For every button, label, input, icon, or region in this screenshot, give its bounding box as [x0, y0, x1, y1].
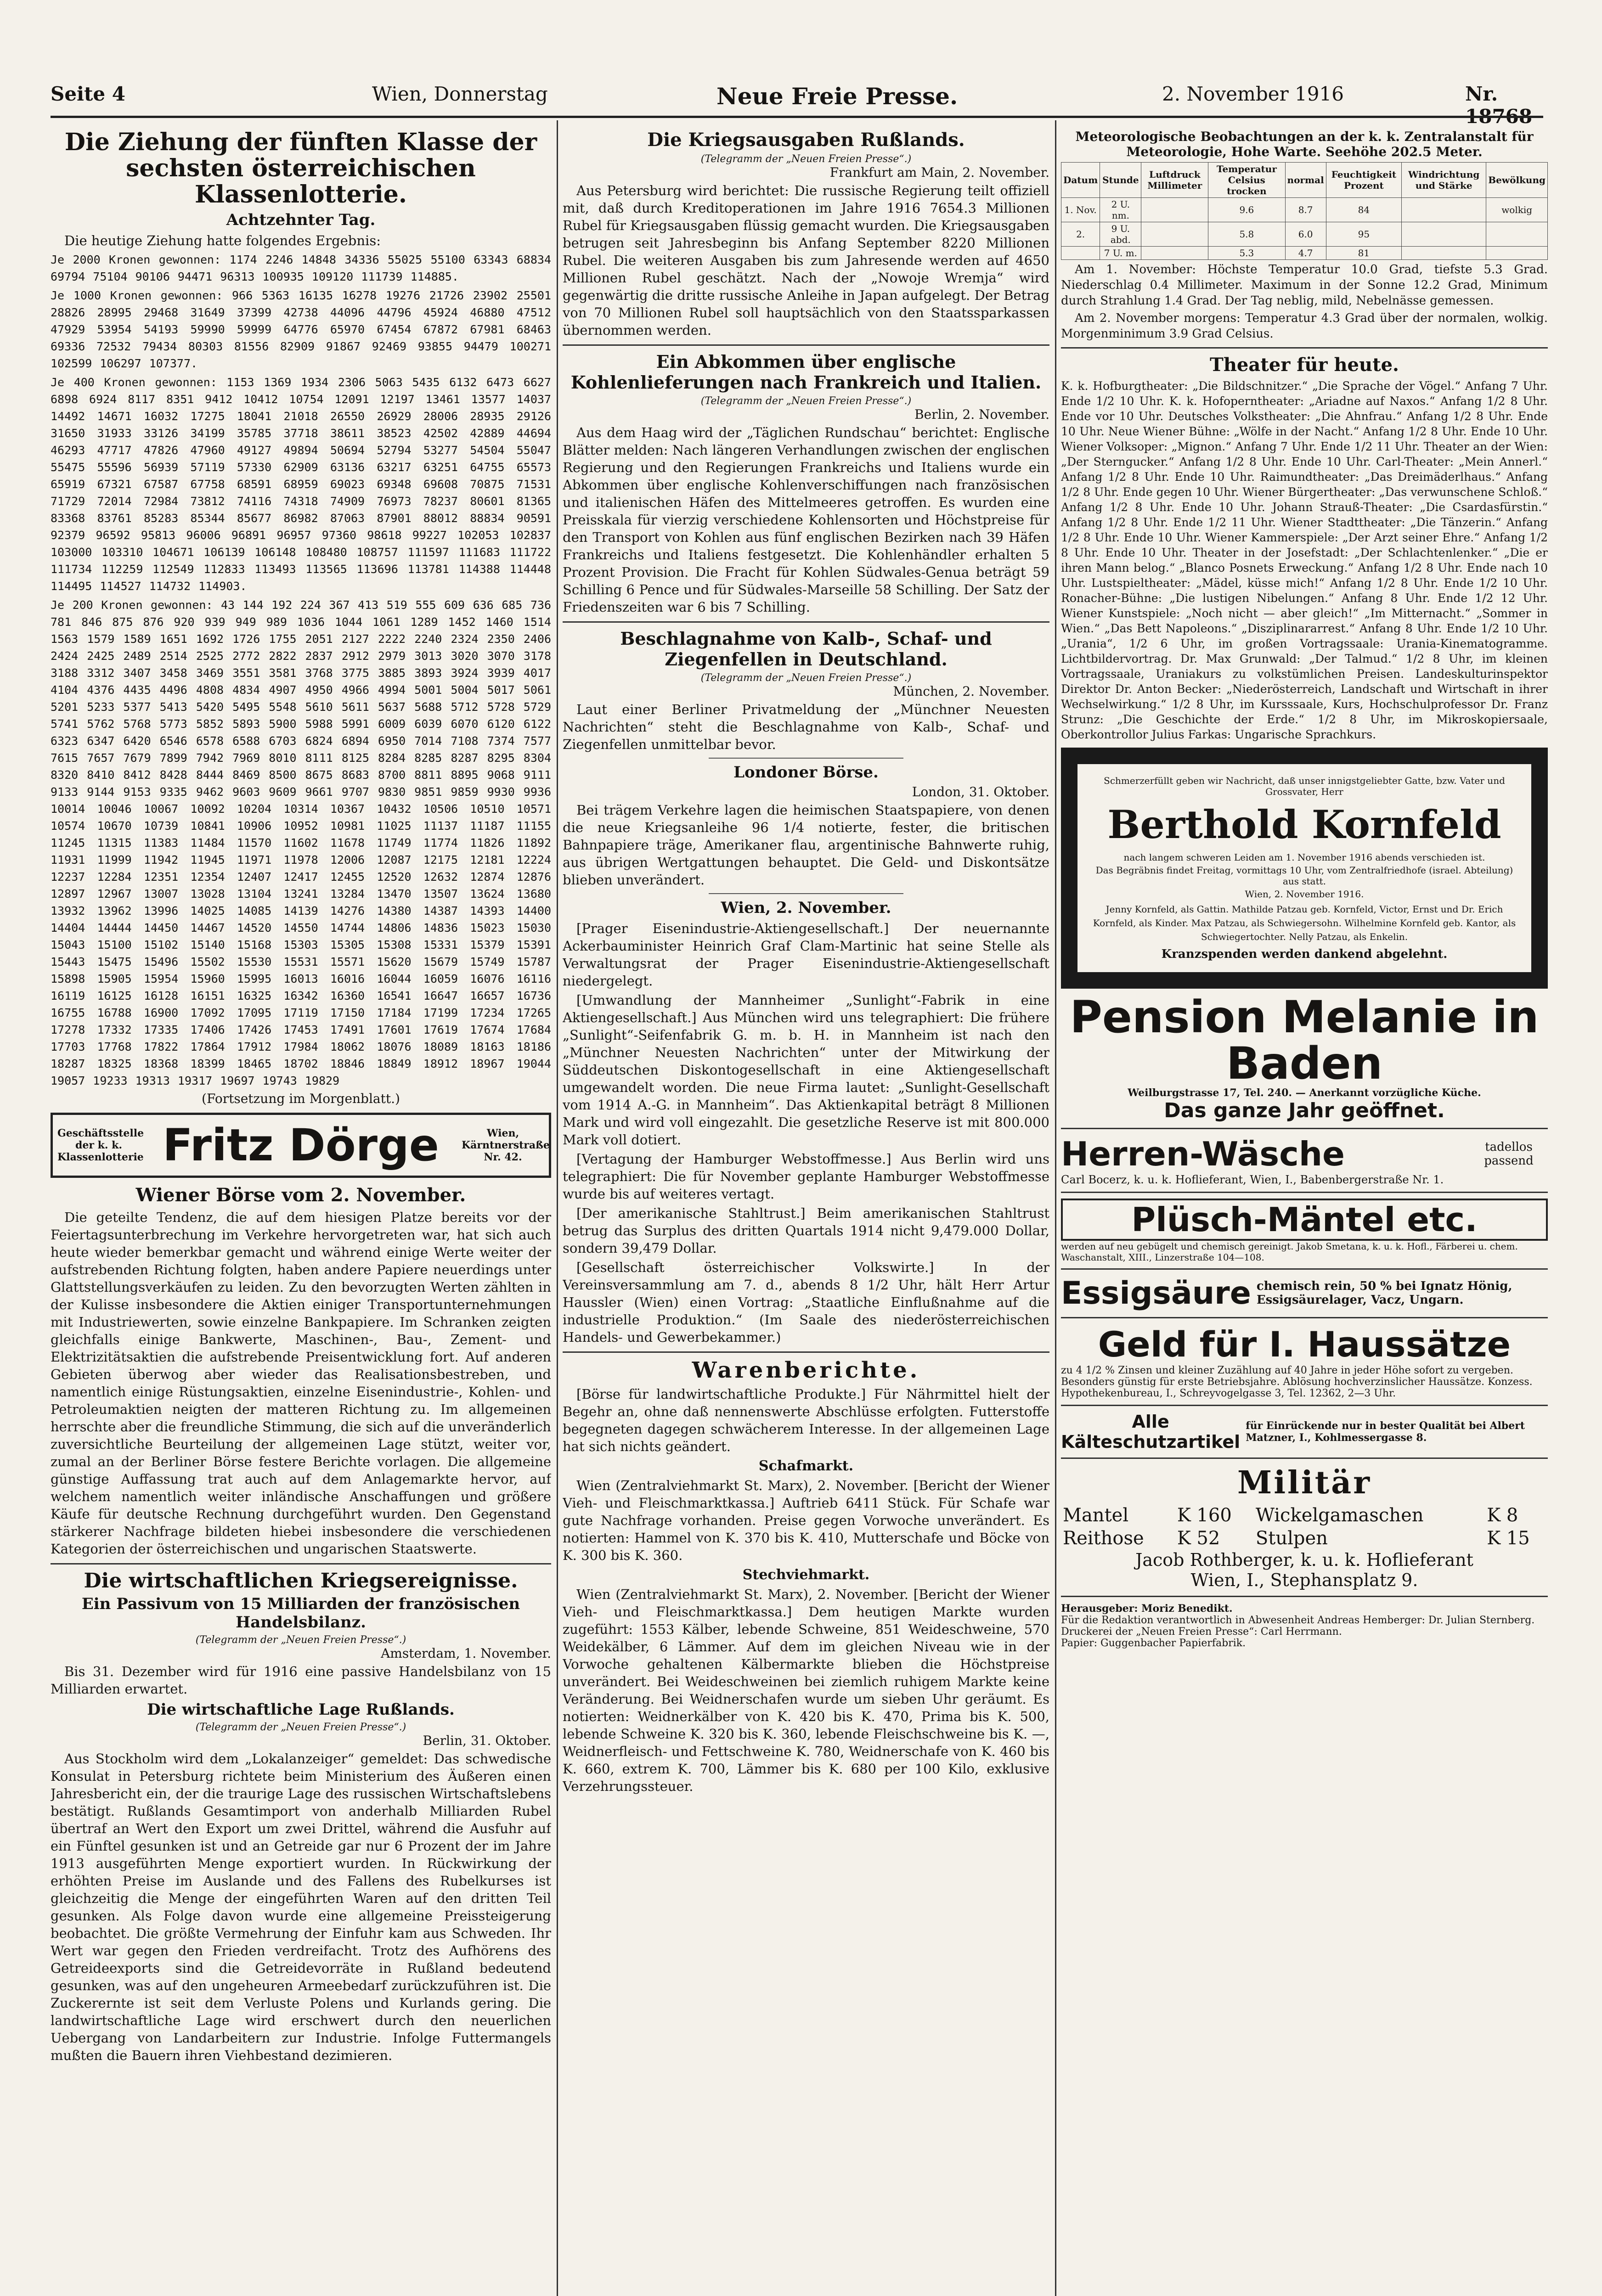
obituary-text1: nach langem schweren Leiden am 1. November 1916 abends verschieden ist.	[1123, 852, 1485, 863]
dateline-amsterdam: Amsterdam, 1. November.	[381, 1645, 551, 1661]
stechviehmarkt-text: Wien (Zentralviehmarkt St. Marx), 2. November. [Bericht der Wiener Vieh- und Fleischmarktkassa.] Dem heutigen Markte wurden zugeführt: 1553 Kälber, lebende Schweine, 851 Weideschweine, 570 Weidekälber, 6 Lämmer. Auf dem im gleichen Niveau wie in der Vorwoche gehaltenen Kälbermarkte blieben die Höchstpreise unverändert. Bei Weideschweinen bei ziemlich ruhigem Markte keine Veränderung. Bei Weidnerschafen wurde um sieben Uhr geräumt. Es notierten: Weidnerkälber von K. 420 bis K. 470, Prima bis K. 500, lebende Schweine K. 320 bis K. 360, lebende Fleischschweine bis K. —, Weidnerfleisch- und Fettschweine K. 780, Weidnerschafe von K. 460 bis K. 660, extrem K. 700, Lämmer bis K. 680 per 100 Kilo, exklusive Verzehrungssteuer.	[563, 1586, 1049, 1794]
mil-price: K 8	[1487, 1504, 1518, 1526]
meteo-text2: Am 2. November morgens: Temperatur 4.3 Grad über der normalen, wolkig. Morgenminimum 3.9 Grad Celsius.	[1061, 311, 1548, 341]
meteo-column-header: Feuchtigkeit Prozent	[1326, 163, 1401, 198]
column-2	[563, 126, 1049, 2296]
meteo-cell: wolkig	[1486, 198, 1548, 222]
ad-herren-title: Herren-Wäsche	[1061, 1134, 1345, 1173]
theater-title: Theater für heute.	[1210, 354, 1399, 376]
obituary-intro: Schmerzerfüllt geben wir Nachricht, daß unser innigstgeliebter Gatte, bzw. Vater und Grossvater, Herr	[1104, 775, 1505, 797]
ad-kaelte-text: für Einrückende nur in bester Qualität bei Albert Matzner, I., Kohlmessergasse 8.	[1246, 1419, 1525, 1444]
lottery-subtitle: Achtzehnter Tag.	[226, 210, 376, 229]
ad-militaer-addr: Wien, I., Stephansplatz 9.	[1190, 1570, 1418, 1590]
telegram-note: (Telegramm der „Neuen Freien Presse“.)	[195, 1634, 406, 1646]
boerse-wien-text: Die geteilte Tendenz, die auf dem hiesigen Platze bereits vor der Feiertagsunterbrechung im Verkehre hervorgetreten war, hat sich auch heute wieder bemerkbar gemacht und während einige Werte weiter der aufstrebenden Richtung folgten, haben andere Papiere neuerdings unter Glattstellungsverkäufen zu leiden. Zu den bevorzugten Werten zählten in der Kulisse insbesondere die Aktien einiger Transportunternehmungen mit Industriewerten, sowie einzelne Bankpapiere. Im Schranken zeigten gleichfalls einige Bankwerte, Maschinen-, Bau-, Zement- und Elektrizitätsaktien die aufstrebende Preisentwicklung fort. Auf anderen Gebieten überwog aber wieder das Realisationsbestreben, und namentlich einige Rüstungsaktien, einzelne Eisenindustrie-, Kohlen- und Petroleumaktien neigten der matteren Richtung zu. Im allgemeinen herrschte aber die freundliche Stimmung, die sich auf die unveränderlich zuversichtliche Beurteilung der allgemeinen Lage stützt, weiter vor, zumal an der Berliner Börse festere Berichte vorlagen. Die allgemeine günstige Auffassung trat auch auf dem Anlagemarkte hervor, auf welchem namentlich weiter inländische Anschaffungen und größere Käufe für deutsche Rechnung durchgeführt wurden. Den Gegenstand stärkerer Nachfrage bildeten hiebei insbesondere die verschiedenen Kategorien der österreichischen und ungarischen Staatswerte.	[51, 1209, 551, 1557]
column-rule-1	[557, 120, 558, 2296]
meteo-cell: 5.8	[1208, 222, 1285, 247]
telegram-note: (Telegramm der „Neuen Freien Presse“.)	[700, 395, 912, 407]
ad-essig-side: chemisch rein, 50 % bei Ignatz Hönig, Essigsäurelager, Vacz, Ungarn.	[1256, 1279, 1512, 1307]
meteo-cell	[1141, 222, 1208, 247]
lottery-continuation: (Fortsetzung im Morgenblatt.)	[202, 1091, 400, 1106]
meteo-column-header: Datum	[1061, 163, 1100, 198]
meteo-column-header: normal	[1285, 163, 1326, 198]
mil-row	[1061, 1504, 1548, 1527]
wien-text2: [Umwandlung der Mannheimer „Sunlight“-Fabrik in eine Aktiengesellschaft.] Aus München wird uns telegraphiert: Die frühere „Sunlight“-Seifenfabrik G. m. b. H. in Mannheim ist nach den „Münchner Neuesten Nachrichten“ unter der Mitwirkung der Süddeutschen Diskontogesellschaft in eine Aktiengesellschaft umgewandelt worden. Die neue Firma lautet: „Sunlight-Gesellschaft vom 1914 A.-G. in Mannheim“. Das Aktienkapital beträgt 8 Millionen Mark und wird voll eingezahlt. Die gesetzliche Reserve ist mit 800.000 Mark voll dotiert.	[563, 992, 1049, 1148]
meteo-column-header: Temperatur Celsius trocken	[1208, 163, 1285, 198]
masthead: Neue Freie Presse.	[716, 83, 958, 110]
divider	[1061, 1458, 1548, 1459]
meteo-cell: 8.7	[1285, 198, 1326, 222]
mil-item: Wickelgamaschen	[1255, 1504, 1424, 1526]
meteo-cell	[1486, 247, 1548, 260]
divider	[1061, 1317, 1548, 1318]
ad-doerge-name: Fritz Dörge	[163, 1119, 439, 1171]
obituary-name: Berthold Kornfeld	[1107, 802, 1501, 847]
schafmarkt-title: Schafmarkt.	[758, 1458, 854, 1474]
kohlen-text: Aus dem Haag wird der „Täglichen Rundschau“ berichtet: Englische Blätter melden: Nach längeren Verhandlungen zwischen der englischen Regierung und den Regierungen Frankreichs und Italiens wurde ein Abkommen über englische Kohlenverschiffungen nach französischen und italienischen Häfen des Mittelmeeres getroffen. Es wurden eine Preisskala für vierzig verschiedene Kohlensorten und Höchstpreise für den Transport von Kohlen aus fünf englischen Bezirken nach 39 Häfen Frankreichs und Italiens festgesetzt. Die Kohlenhändler erhalten 5 Prozent Provision. Die Fracht für Kohlen Südwales-Genua beträgt 59 Schilling 6 Pence und für Südwales-Marseille 58 Schilling. Der Satz der Friedenszeiten war 6 bis 7 Schilling.	[563, 425, 1049, 615]
kriegsereignisse-sub2: Die wirtschaftliche Lage Rußlands.	[147, 1700, 455, 1719]
column-3	[1061, 126, 1548, 2296]
impressum-editor: Für die Redaktion verantwortlich in Abwesenheit Andreas Hemberger: Dr. Julian Sternberg.	[1061, 1614, 1535, 1626]
lottery-prize-2000: Je 2000 Kronen gewonnen: 1174 2246 14848 34336 55025 55100 63343 68834 69794 75104 90106 94471 96313 100935 109120 111739 114885.	[51, 253, 551, 283]
ad-militaer-table	[1061, 1504, 1548, 1550]
wien-text3: [Vertagung der Hamburger Webstoffmesse.] Aus Berlin wird uns telegraphiert: Die für November geplante Hamburger Webstoffmesse wurde bis auf weiteres vertagt.	[563, 1151, 1049, 1202]
ad-pension-sub: Weilburgstrasse 17, Tel. 240. — Anerkannt vorzügliche Küche.	[1128, 1086, 1481, 1099]
meteo-cell: 5.3	[1208, 247, 1285, 260]
divider	[563, 344, 1049, 346]
boerse-wien-title: Wiener Börse vom 2. November.	[135, 1184, 466, 1206]
kohlen-title: Ein Abkommen über englische Kohlenlieferungen nach Frankreich und Italien.	[570, 351, 1042, 393]
impressum-paper: Papier: Guggenbacher Papierfabrik.	[1061, 1637, 1246, 1649]
ad-herren-side: tadellos passend	[1484, 1140, 1534, 1168]
ad-geld-text: zu 4 1/2 % Zinsen und kleiner Zuzählung auf 40 Jahre in jeder Höhe sofort zu vergeben. Besonders günstig für erste Betriebsjahre. Ablösung hochverzinslicher Haussätze. Konzess. Hypothekenbureau, I., Schreyvogelgasse 3, Tel. 12362, 2—3 Uhr.	[1061, 1364, 1533, 1399]
meteo-row	[1061, 222, 1548, 247]
meteo-cell: 6.0	[1285, 222, 1326, 247]
impressum-printer: Druckerei der „Neuen Freien Presse“: Carl Herrmann.	[1061, 1626, 1342, 1638]
ad-doerge-left: Geschäftsstelle der k. k. Klassenlotterie	[57, 1127, 144, 1163]
lottery-intro: Die heutige Ziehung hatte folgendes Ergebnis:	[64, 232, 381, 248]
lottery-title: Die Ziehung der fünften Klasse der sechsten österreichischen Klassenlotterie.	[64, 128, 537, 209]
obituary-footer: Kranzspenden werden dankend abgelehnt.	[1161, 947, 1448, 961]
warenberichte-title: Warenberichte.	[692, 1357, 920, 1383]
meteo-cell: 81	[1326, 247, 1401, 260]
ad-doerge-right: Wien, Kärntnerstraße Nr. 42.	[462, 1127, 550, 1163]
obituary-text3: Wien, 2. November 1916.	[1245, 889, 1364, 900]
meteo-row	[1061, 247, 1548, 260]
ad-pluesch-text: werden auf neu gebügelt und chemisch gereinigt. Jakob Smetana, k. u. k. Hofl., Färberei u. chem. Waschanstalt, XIII., Linzerstraße 104—108.	[1061, 1240, 1518, 1263]
mil-item: Stulpen	[1255, 1527, 1328, 1549]
dateline-frankfurt: Frankfurt am Main, 2. November.	[829, 165, 1049, 180]
beschlagnahme-text: Laut einer Berliner Privatmeldung der „Münchner Neuesten Nachrichten“ steht die Beschlagnahme von Kalb-, Schaf- und Ziegenfellen unmittelbar bevor.	[563, 702, 1049, 752]
divider	[1061, 1596, 1548, 1597]
meteo-header-row	[1061, 163, 1548, 198]
mil-price: K 52	[1177, 1527, 1220, 1549]
divider	[1061, 1268, 1548, 1270]
wien-title: Wien, 2. November.	[721, 899, 891, 917]
dateline-london: London, 31. Oktober.	[912, 784, 1049, 799]
meteo-cell: 2.	[1061, 222, 1100, 247]
divider	[709, 893, 903, 894]
ad-herren-text: Carl Bocerz, k. u. k. Hoflieferant, Wien, I., Babenbergerstraße Nr. 1.	[1061, 1173, 1444, 1186]
mil-row	[1061, 1527, 1548, 1550]
meteo-row	[1061, 198, 1548, 222]
warenberichte-text1: [Börse für landwirtschaftliche Produkte.] Für Nährmittel hielt der Begehr an, ohne daß nennenswerte Abschlüsse erfolgten. Futterstoffe begegneten dagegen schwächerem Interesse. In der allgemeinen Lage hat sich nichts geändert.	[563, 1386, 1049, 1454]
meteo-cell	[1061, 247, 1100, 260]
meteo-column-header: Luftdruck Millimeter	[1141, 163, 1208, 198]
meteo-cell: 9.6	[1208, 198, 1285, 222]
meteo-cell	[1402, 222, 1486, 247]
issue-date: 2. November 1916	[1162, 83, 1344, 105]
dateline-muenchen: München, 2. November.	[893, 684, 1049, 699]
wien-text1: [Prager Eisenindustrie-Aktiengesellschaft.] Der neuernannte Ackerbauminister Heinrich Graf Clam-Martinic hat seine Stelle als Verwaltungsrat der Prager Eisenindustrie-Aktiengesellschaft niedergelegt.	[563, 921, 1049, 989]
ad-fritz-doerge	[51, 1113, 551, 1178]
meteo-cell	[1141, 247, 1208, 260]
obituary-mourners: Jenny Kornfeld, als Gattin. Mathilde Patzau geb. Kornfeld, Victor, Ernst und Dr. Erich Kornfeld, als Kinder. Max Patzau, als Schwiegersohn. Wilhelmine Kornfeld geb. Kantor, als Schwiegertochter. Nelly Patzau, als Enkelin.	[1093, 904, 1516, 942]
ad-kaelte-title: Alle Kälteschutzartikel	[1061, 1411, 1241, 1452]
londoner-title: Londoner Börse.	[733, 763, 879, 782]
meteo-column-header: Windrichtung und Stärke	[1402, 163, 1486, 198]
mil-item: Mantel	[1063, 1504, 1129, 1526]
telegram-note: (Telegramm der „Neuen Freien Presse“.)	[700, 672, 912, 684]
kriegsausgaben-text: Aus Petersburg wird berichtet: Die russische Regierung teilt offiziell mit, daß durch Kreditoperationen im Jahre 1916 7654.3 Millionen Rubel für Kriegsausgaben flüssig gemacht wurden. Die Kriegsausgaben betrugen seit Jahresbeginn bis Anfang September 8220 Millionen Rubel. Die weiteren Ausgaben bis zum Jahresende werden auf 4650 Millionen Rubel geschätzt. Nach der „Nowoje Wremja“ wird gegenwärtig die dritte russische Anleihe in Japan aufgelegt. Der Betrag von 70 Millionen Rubel soll hauptsächlich von den Staatssparkassen übernommen werden.	[563, 183, 1049, 338]
ad-essigsaeure	[1061, 1275, 1548, 1311]
ad-pension-sub2: Das ganze Jahr geöffnet.	[1164, 1098, 1445, 1122]
meteo-cell: 1. Nov.	[1061, 198, 1100, 222]
ad-militaer-firm: Jacob Rothberger, k. u. k. Hoflieferant	[1135, 1549, 1473, 1570]
divider	[709, 758, 903, 759]
londoner-text: Bei trägem Verkehre lagen die heimischen Staatspapiere, von denen die neue Kriegsanleihe 96 1/4 notierte, fester, die britischen Bahnpapiere träge, Amerikaner flau, argentinische Bahnwerte ruhig, aus übrigen Wertgattungen behauptet. Die Geld- und Diskontsätze blieben unverändert.	[563, 802, 1049, 888]
issue-number: Nr. 18768	[1465, 83, 1533, 128]
theater-listing: K. k. Hofburgtheater: „Die Bildschnitzer.“ „Die Sprache der Vögel.“ Anfang 7 Uhr. Ende 1/2 10 Uhr. K. k. Hofoperntheater: „Ariadne auf Naxos.“ Anfang 1/2 8 Uhr. Ende vor 10 Uhr. Deutsches Volkstheater: „Die Ahnfrau.“ Anfang 1/2 8 Uhr. Ende 10 Uhr. Neue Wiener Bühne: „Wölfe in der Nacht.“ Anfang 1/2 8 Uhr. Ende 10 Uhr. Wiener Volksoper: „Mignon.“ Anfang 7 Uhr. Ende 1/2 11 Uhr. Theater an der Wien: „Der Sterngucker.“ Anfang 1/2 8 Uhr. Ende 10 Uhr. Carl-Theater: „Mein Annerl.“ Anfang 1/2 8 Uhr. Ende 10 Uhr. Raimundtheater: „Das Dreimäderlhaus.“ Anfang 1/2 8 Uhr. Ende gegen 10 Uhr. Wiener Bürgertheater: „Das verwunschene Schloß.“ Anfang 1/2 8 Uhr. Ende 10 Uhr. Johann Strauß-Theater: „Die Csardasfürstin.“ Anfang 1/2 8 Uhr. Ende 1/2 11 Uhr. Wiener Stadttheater: „Die Tänzerin.“ Anfang 1/2 8 Uhr. Ende 10 Uhr. Wiener Kammerspiele: „Der Arzt seiner Ehre.“ Anfang 1/2 8 Uhr. Ende 10 Uhr. Theater in der Josefstadt: „Der Schlachtenlenker.“ „Die er ihren Mann belog.“ „Blanco Posnets Erweckung.“ Anfang 1/2 8 Uhr. Ende nach 10 Uhr. Lustspieltheater: „Mädel, küsse mich!“ Anfang 1/2 8 Uhr. Ende 1/2 10 Uhr. Ronacher-Bühne: „Die lustigen Nibelungen.“ Anfang 8 Uhr. Ende 1/2 12 Uhr. Wiener Kunstspiele: „Noch nicht — aber gleich!“ „Im Mitternacht.“ „Sommer in Wien.“ „Das Bett Napoleons.“ „Disziplinararrest.“ Anfang 8 Uhr. Ende 1/2 10 Uhr. „Urania“, 1/2 6 Uhr, im großen Vortragssaale: Urania-Kinematogramme. Lichtbildervortrag. Dr. Max Grunwald: „Der Talmud.“ 1/2 8 Uhr, im kleinen Vortragssaale, Uraniakurs zu volkstümlichen Preisen. Landeskulturinspektor Direktor Dr. Anton Becker: „Niederösterreich, Landschaft und Wirtschaft in ihrer Wechselwirkung.“ 1/2 8 Uhr, im Kursssaale, Kurs, Hochschulprofessor Dr. Franz Strunz: „Die Geschichte der Erde.“ 1/2 8 Uhr, im Mikroskopiersaale, Oberkontrollor Julius Farkas: Ungarische Sprachkurs.	[1061, 379, 1548, 741]
mil-price: K 160	[1177, 1504, 1232, 1526]
meteo-cell: 2 U. nm.	[1100, 198, 1141, 222]
obituary-notice	[1061, 748, 1548, 989]
divider	[563, 621, 1049, 623]
lottery-prize-400: Je 400 Kronen gewonnen: 1153 1369 1934 2306 5063 5435 6132 6473 6627 6898 6924 8117 8351 9412 10412 10754 12091 12197 13461 13577 14037 14492 14671 16032 17275 18041 21018 26550 26929 28006 28935 29126 31650 31933 33126 34199 35785 37718 38611 38523 42502 42889 44694 46293 47717 47826 47960 49127 49894 50694 52794 53277 54504 55047 55475 55596 56939 57119 57330 62909 63136 63217 63251 64755 65573 65919 67321 67587 67758 68591 68959 69023 69348 69608 70875 71531 71729 72014 72984 73812 74116 74318 74909 76973 78237 80601 81365 83368 83761 85283 85344 85677 86982 87063 87901 88012 88834 90591 92379 96592 95813 96006 96891 96957 97360 98618 99227 102053 102837 103000 103310 104671 106139 106148 108480 108757 111597 111683 111722 111734 112259 112549 112833 113493 113565 113696 113781 114388 114448 114495 114527 114732 114903.	[51, 375, 551, 593]
kriegsereignisse-text1: Bis 31. Dezember wird für 1916 eine passive Handelsbilanz von 15 Milliarden erwartet.	[51, 1663, 551, 1697]
kriegsereignisse-text2: Aus Stockholm wird dem „Lokalanzeiger“ gemeldet: Das schwedische Konsulat in Petersburg richtete beim Ministerium des Äußeren einen Jahresbericht ein, der die traurige Lage des russischen Wirtschaftslebens bestätigt. Rußlands Gesamtimport von anderhalb Milliarden Rubel übertraf an Wert den Export um zwei Drittel, während die Ausfuhr auf ein Fünftel gesunken ist und an Getreide gar nur 6 Prozent der im Jahre 1913 ausgeführten Menge exportiert wurden. In Rückwirkung der erhöhten Preise im Auslande und des Fallens des Rubelkurses ist gleichzeitig die Menge der eingeführten Waren auf den dritten Teil gesunken. Als Folge davon wurde eine allgemeine Preissteigerung beobachtet. Die größte Vermehrung der Einfuhr kam aus Schweden. Ihr Wert war gegen den Frieden verdreifacht. Trotz des Aufhörens des Getreideexports sind die Getreidevorräte in Rußland bedeutend gesunken, was auf den ungeheuren Armeebedarf zurückzuführen ist. Die Zuckerernte ist seit dem Verluste Polens und Kurlands gering. Die landwirtschaftliche Lage wird erschwert durch den neuerlichen Uebergang von Landarbeitern zur Industrie. Infolge Futtermangels mußten die Bauern ihren Viehbestand dezimieren.	[51, 1750, 551, 2063]
divider	[1061, 1405, 1548, 1406]
meteo-cell: 7 U. m.	[1100, 247, 1141, 260]
divider	[1061, 347, 1548, 349]
divider	[1061, 1192, 1548, 1193]
meteo-cell	[1402, 247, 1486, 260]
beschlagnahme-title: Beschlagnahme von Kalb-, Schaf- und Ziegenfellen in Deutschland.	[620, 628, 992, 670]
meteo-text1: Am 1. November: Höchste Temperatur 10.0 Grad, tiefste 5.3 Grad. Niederschlag 0.4 Millimeter. Maximum in der Sonne 12.2 Grad, Minimum durch Strahlung 1.4 Grad. Der Tag neblig, mild, Nebelnässe gemessen.	[1061, 263, 1548, 308]
meteo-cell	[1141, 198, 1208, 222]
meteo-table	[1061, 162, 1548, 260]
mil-item: Reithose	[1063, 1527, 1144, 1549]
meteo-cell: 4.7	[1285, 247, 1326, 260]
page-header	[51, 83, 1543, 128]
obituary-text2: Das Begräbnis findet Freitag, vormittags 10 Uhr, vom Zentralfriedhofe (israel. Abteilung) aus statt.	[1095, 865, 1513, 887]
header-rule	[51, 116, 1543, 118]
ad-pluesch-maentel: Plüsch-Mäntel etc.	[1061, 1199, 1548, 1241]
dateline-berlin: Berlin, 2. November.	[914, 407, 1049, 422]
impressum-publisher: Herausgeber: Moriz Benedikt.	[1061, 1602, 1233, 1615]
dateline-berlin: Berlin, 31. Oktober.	[423, 1733, 551, 1748]
lottery-prize-200: Je 200 Kronen gewonnen: 43 144 192 224 367 413 519 555 609 636 685 736 781 846 875 876 920 939 949 989 1036 1044 1061 1289 1452 1460 1514 1563 1579 1589 1651 1692 1726 1755 2051 2127 2222 2240 2324 2350 2406 2424 2425 2489 2514 2525 2772 2822 2837 2912 2979 3013 3020 3070 3178 3188 3312 3407 3458 3469 3551 3581 3768 3775 3885 3893 3924 3939 4017 4104 4376 4435 4496 4808 4834 4907 4950 4966 4994 5001 5004 5017 5061 5201 5233 5377 5413 5420 5495 5548 5610 5611 5637 5688 5712 5728 5729 5741 5762 5768 5773 5852 5893 5900 5988 5991 6009 6039 6070 6120 6122 6323 6347 6420 6546 6578 6588 6703 6824 6894 6950 7014 7108 7374 7577 7615 7657 7679 7899 7942 7969 8010 8111 8125 8284 8285 8287 8295 8304 8320 8410 8412 8428 8444 8469 8500 8675 8683 8700 8811 8895 9068 9111 9133 9144 9153 9335 9462 9603 9609 9661 9707 9830 9851 9859 9930 9936 10014 10046 10067 10092 10204 10314 10367 10432 10506 10510 10571 10574 10670 10739 10841 10906 10952 10981 11025 11137 11187 11155 11245 11315 11383 11484 11570 11602 11678 11749 11774 11826 11892 11931 11999 11942 11945 11971 11978 12006 12087 12175 12181 12224 12237 12284 12351 12354 12407 12417 12455 12520 12632 12874 12876 12897 12967 13007 13028 13104 13241 13284 13470 13507 13624 13680 13932 13962 13996 14025 14085 14139 14276 14380 14387 14393 14400 14404 14444 14450 14467 14520 14550 14744 14806 14836 15023 15030 15043 15100 15102 15140 15168 15303 15305 15308 15331 15379 15391 15443 15475 15496 15502 15530 15531 15571 15620 15679 15749 15787 15898 15905 15954 15960 15995 16013 16016 16044 16059 16076 16116 16119 16125 16128 16151 16325 16342 16360 16541 16647 16657 16736 16755 16788 16900 17092 17095 17119 17150 17184 17199 17234 17265 17278 17332 17335 17406 17426 17453 17491 17601 17619 17674 17684 17703 17768 17822 17864 17912 17984 18062 18076 18089 18163 18186 18287 18325 18368 18399 18465 18702 18846 18849 18912 18967 19044 19057 19233 19313 19317 19697 19743 19829	[51, 598, 551, 1087]
kriegsereignisse-title: Die wirtschaftlichen Kriegsereignisse.	[84, 1569, 518, 1593]
telegram-note: (Telegramm der „Neuen Freien Presse“.)	[195, 1721, 406, 1733]
ad-militaer-title: Militär	[1237, 1464, 1372, 1501]
page-number: Seite 4	[51, 83, 125, 105]
wien-text5: [Gesellschaft österreichischer Volkswirte.] In der Vereinsversammlung am 7. d., abends 8 1/2 Uhr, hält Herr Artur Haussler (Wien) einen Vortrag: „Staatliche Einflußnahme auf die industrielle Produktion.“ (Im Saale des niederösterreichischen Handels- und Gewerbekammer.)	[563, 1260, 1049, 1345]
meteo-cell: 95	[1326, 222, 1401, 247]
divider	[1061, 1128, 1548, 1129]
meteo-title: Meteorologische Beobachtungen an der k. k. Zentralanstalt für Meteorologie, Hohe Warte. Seehöhe 202.5 Meter.	[1075, 129, 1534, 159]
stechviehmarkt-title: Stechviehmarkt.	[742, 1566, 870, 1583]
meteo-cell: 84	[1326, 198, 1401, 222]
meteo-column-header: Stunde	[1100, 163, 1141, 198]
telegram-note: (Telegramm der „Neuen Freien Presse“.)	[700, 153, 912, 165]
kriegsereignisse-sub1: Ein Passivum von 15 Milliarden der französischen Handelsbilanz.	[81, 1594, 520, 1632]
ad-kaelteschutz	[1061, 1412, 1548, 1452]
meteo-cell: 9 U. abd.	[1100, 222, 1141, 247]
column-rule-2	[1055, 120, 1056, 2296]
place-date: Wien, Donnerstag	[372, 83, 548, 105]
meteo-cell	[1486, 222, 1548, 247]
ad-geld: Geld für I. Haussätze	[1098, 1323, 1511, 1365]
meteo-cell	[1402, 198, 1486, 222]
meteo-column-header: Bewölkung	[1486, 163, 1548, 198]
ad-herren-waesche	[1061, 1135, 1548, 1173]
schafmarkt-text: Wien (Zentralviehmarkt St. Marx), 2. November. [Bericht der Wiener Vieh- und Fleischmarktkassa.] Auftrieb 6411 Stück. Für Schafe war gute Nachfrage vorhanden. Preise gegen Vorwoche unverändert. Es notierten: Hammel von K. 370 bis K. 410, Mutterschafe und Böcke von K. 300 bis K. 360.	[563, 1477, 1049, 1563]
lottery-prize-1000: Je 1000 Kronen gewonnen: 966 5363 16135 16278 19276 21726 23902 25501 28826 28995 29468 31649 37399 42738 44096 44796 45924 46880 47512 47929 53954 54193 59990 59999 64776 65970 67454 67872 67981 68463 69336 72532 79434 80303 81556 82909 91867 92469 93855 94479 100271 102599 106297 107377.	[51, 288, 551, 370]
wien-text4: [Der amerikanische Stahltrust.] Beim amerikanischen Stahltrust betrug das Surplus des dritten Quartals 1914 nicht 9,479.000 Dollar, sondern 39,479 Dollar.	[563, 1205, 1049, 1256]
ad-pension-melanie: Pension Melanie in Baden	[1070, 991, 1539, 1089]
kriegsausgaben-title: Die Kriegsausgaben Rußlands.	[647, 129, 965, 151]
ad-essig-title: Essigsäure	[1061, 1275, 1251, 1311]
divider	[51, 1563, 551, 1564]
divider	[563, 1351, 1049, 1353]
mil-price: K 15	[1487, 1527, 1530, 1549]
column-1	[51, 126, 551, 2296]
